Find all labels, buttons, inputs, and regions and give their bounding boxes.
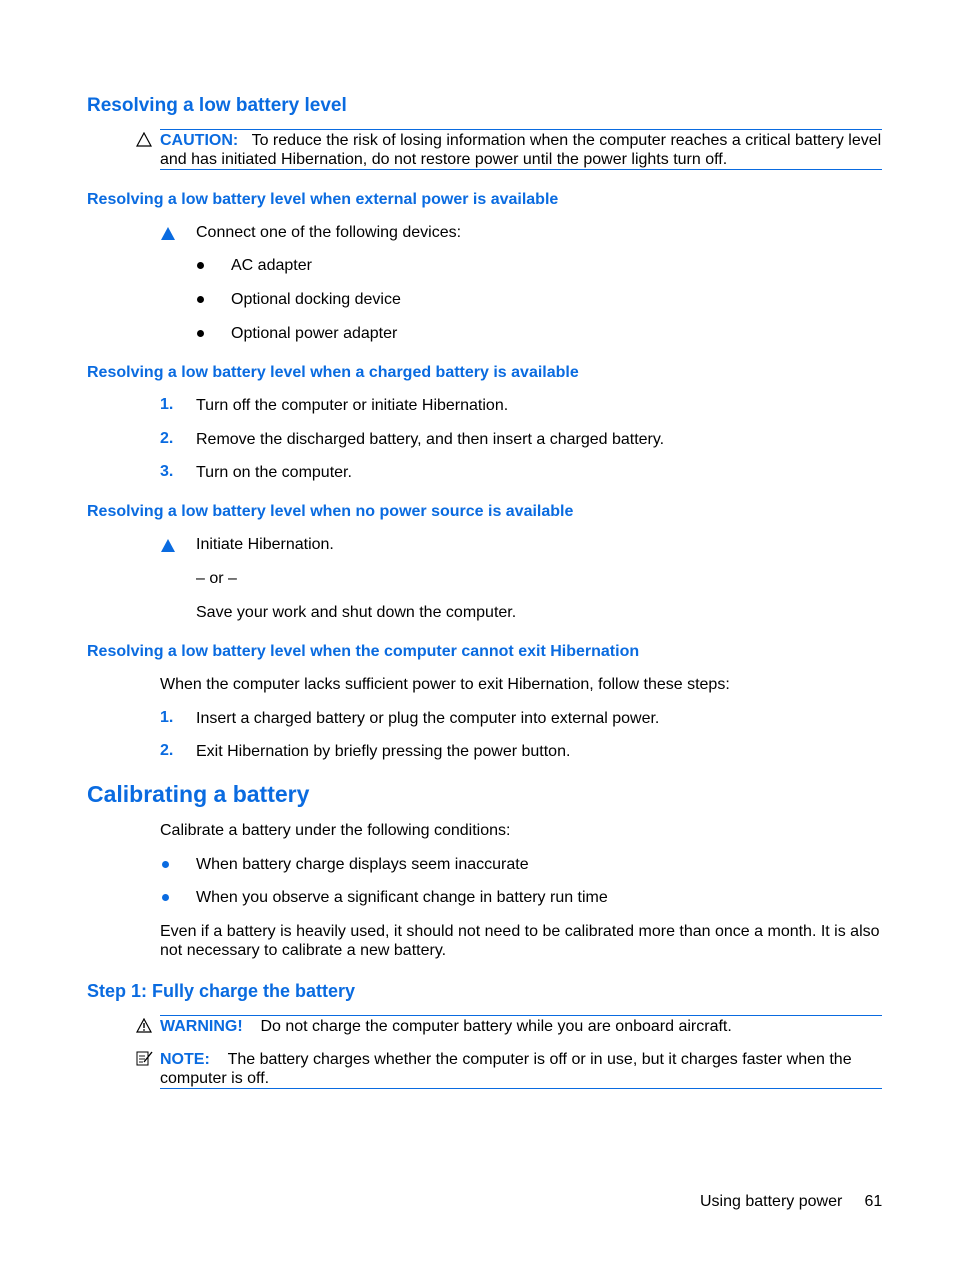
section-heading-low-battery: Resolving a low battery level [87,95,347,116]
caution-bottom-rule [160,169,882,170]
subheading-cannot-exit: Resolving a low battery level when the computer cannot exit Hibernation [87,643,640,660]
list-item: When battery charge displays seem inaccurate [196,856,529,873]
caution-line-2: and has initiated Hibernation, do not restore power until the power lights turn off. [160,151,728,168]
list-item: Optional power adapter [231,325,398,342]
step-text: Remove the discharged battery, and then insert a charged battery. [196,431,665,448]
subheading-external-power: Resolving a low battery level when external power is available [87,191,559,208]
note-line-2: computer is off. [160,1070,270,1087]
warning-text: Do not charge the computer battery while you are onboard aircraft. [260,1018,732,1035]
step-number: 3. [160,463,174,480]
page-number: 61 [864,1193,883,1210]
bullet-icon [197,330,204,337]
note-line-1 [160,1050,852,1069]
note-bottom-rule [160,1088,882,1089]
note-text-1: The battery charges whether the computer is off or in use, but it charges faster when the [227,1051,852,1068]
subheading-step1: Step 1: Fully charge the battery [87,981,356,1001]
step-number: 1. [160,709,174,726]
nopower-alt-text: Save your work and shut down the computer. [196,604,517,621]
warning-line [160,1017,732,1036]
list-item: AC adapter [231,257,312,274]
step-text: Turn off the computer or initiate Hibernation. [196,397,509,414]
subheading-charged-battery: Resolving a low battery level when a charged battery is available [87,364,579,381]
calibrate-paragraph: Even if a battery is heavily used, it should not need to be calibrated more than once a month. It is also not necessary to calibrate a new battery. [160,923,880,959]
step-triangle-icon [161,539,175,552]
warning-label: WARNING! [160,1018,243,1035]
warning-triangle-icon [136,1018,152,1033]
step-triangle-icon [161,227,175,240]
footer-title: Using battery power [700,1193,843,1210]
page-footer [700,1193,882,1211]
nopower-step-text: Initiate Hibernation. [196,536,334,553]
step-number: 2. [160,742,174,759]
bullet-icon [162,861,169,868]
calibrate-intro: Calibrate a battery under the following conditions: [160,822,511,839]
subheading-no-power: Resolving a low battery level when no power source is available [87,503,574,520]
step-number: 2. [160,430,174,447]
caution-label: CAUTION: [160,132,239,149]
or-separator: – or – [196,570,237,587]
bullet-icon [162,894,169,901]
caution-text-1: To reduce the risk of losing information when the computer reaches a critical battery level [251,132,882,149]
list-item: When you observe a significant change in battery run time [196,889,608,906]
caution-triangle-icon [136,132,152,147]
bullet-icon [197,296,204,303]
section-heading-calibrating: Calibrating a battery [87,781,310,807]
step-number: 1. [160,396,174,413]
list-item: Optional docking device [231,291,401,308]
caution-line-1 [160,131,881,150]
bullet-icon [197,262,204,269]
note-label: NOTE: [160,1051,210,1068]
step-text: Exit Hibernation by briefly pressing the power button. [196,743,571,760]
caution-top-rule [160,129,882,130]
step-text: Insert a charged battery or plug the computer into external power. [196,710,660,727]
external-step-text: Connect one of the following devices: [196,224,462,241]
warning-top-rule [160,1015,882,1016]
cannot-exit-intro: When the computer lacks sufficient power to exit Hibernation, follow these steps: [160,676,730,693]
note-pencil-icon [136,1050,153,1067]
step-text: Turn on the computer. [196,464,352,481]
